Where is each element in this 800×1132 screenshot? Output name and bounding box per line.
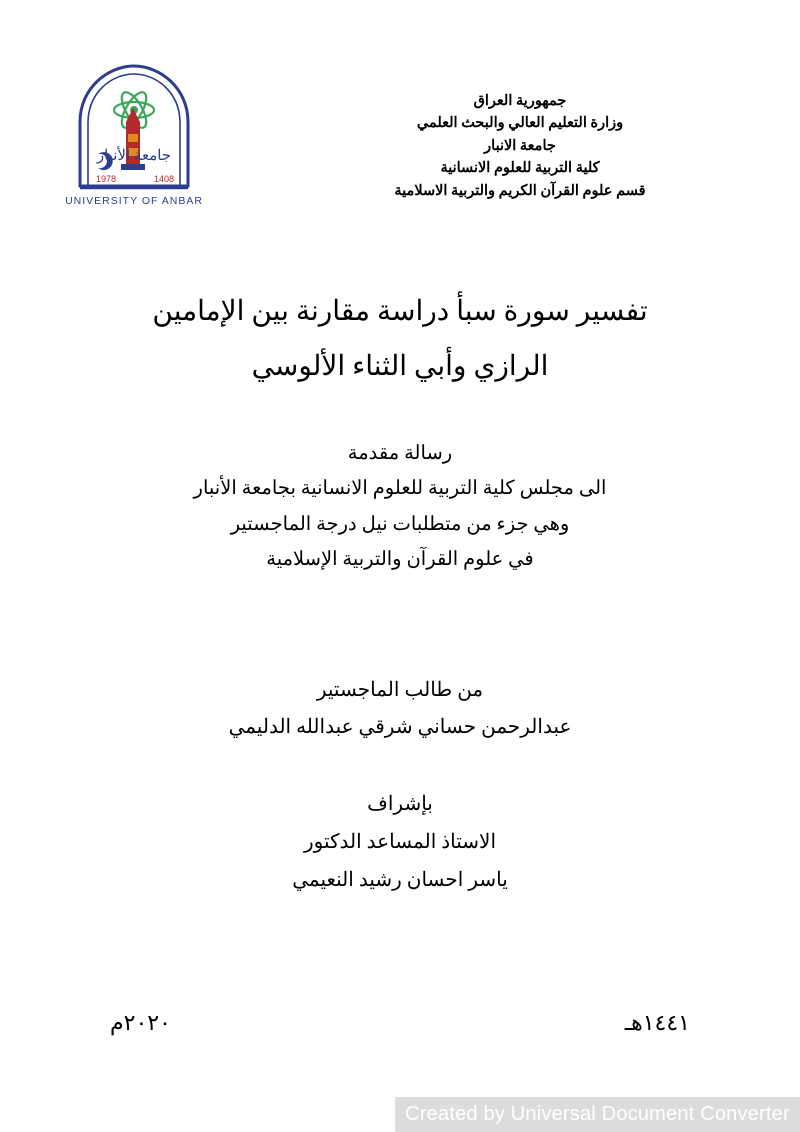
student-name: عبدالرحمن حساني شرقي عبدالله الدليمي bbox=[228, 716, 572, 738]
svg-text:جامعة الأنبار: جامعة الأنبار bbox=[96, 148, 172, 164]
title-line-2: الرازي وأبي الثناء الألوسي bbox=[251, 350, 549, 382]
student-label: من طالب الماجستير bbox=[316, 679, 484, 701]
institution-line-ministry: وزارة التعليم العالي والبحث العلمي bbox=[416, 115, 624, 132]
university-of-anbar-logo bbox=[62, 60, 232, 220]
date-hijri: ١٤٤١هـ bbox=[624, 1010, 690, 1035]
supervisor-rank: الاستاذ المساعد الدكتور bbox=[303, 831, 497, 853]
svg-text:UNIVERSITY OF ANBAR: UNIVERSITY OF ANBAR bbox=[65, 195, 203, 207]
title-line-1: تفسير سورة سبأ دراسة مقارنة بين الإمامين bbox=[152, 296, 648, 327]
svg-text:1408: 1408 bbox=[153, 174, 175, 184]
institution-line-department: قسم علوم القرآن الكريم والتربية الاسلامية bbox=[394, 182, 646, 199]
page-header bbox=[0, 60, 800, 225]
institution-line-college: كلية التربية للعلوم الانسانية bbox=[440, 160, 600, 177]
submission-statement bbox=[0, 436, 800, 578]
supervisor-block bbox=[0, 785, 800, 899]
supervisor-name: ياسر احسان رشيد النعيمي bbox=[292, 869, 508, 891]
date-gregorian: ٢٠٢٠م bbox=[110, 1010, 171, 1035]
submission-line-4: في علوم القرآن والتربية الإسلامية bbox=[266, 549, 534, 571]
submission-line-1: رسالة مقدمة bbox=[347, 443, 453, 464]
submission-line-2: الى مجلس كلية التربية للعلوم الانسانية بجامعة الأنبار bbox=[193, 478, 607, 500]
institution-header bbox=[240, 90, 800, 202]
date-block bbox=[0, 1010, 800, 1050]
student-block bbox=[0, 672, 800, 746]
svg-text:1978: 1978 bbox=[95, 174, 117, 184]
page-title bbox=[0, 285, 800, 394]
institution-line-country: جمهورية العراق bbox=[473, 93, 567, 109]
supervisor-label: بإشراف bbox=[367, 793, 433, 815]
watermark-banner: Created by Universal Document Converter bbox=[395, 1097, 800, 1132]
institution-line-university: جامعة الانبار bbox=[484, 137, 556, 154]
submission-line-3: وهي جزء من متطلبات نيل درجة الماجستير bbox=[230, 513, 570, 535]
